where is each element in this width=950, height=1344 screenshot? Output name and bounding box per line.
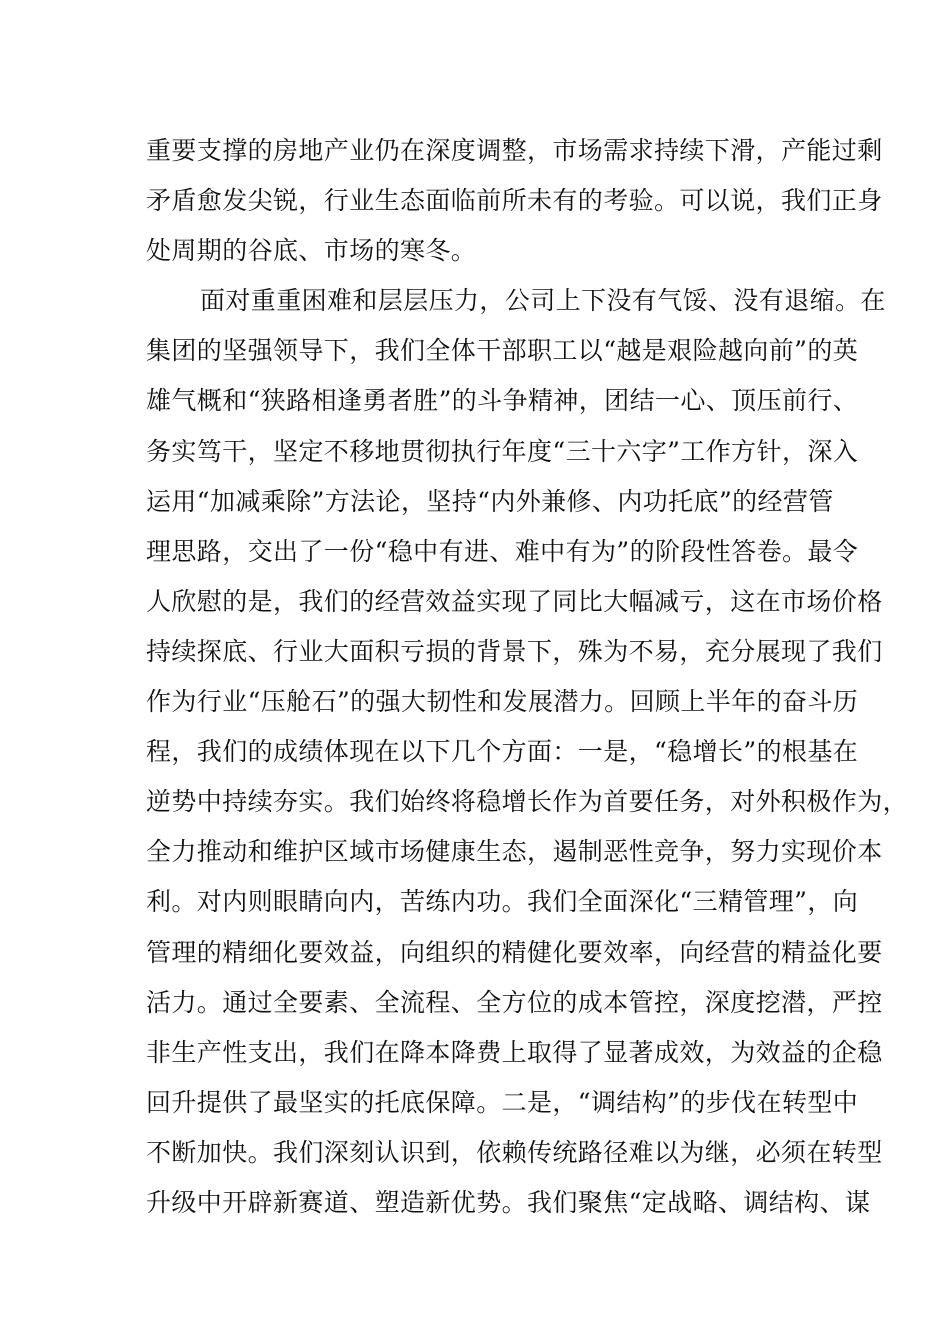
- text-line: 活力。通过全要素、全流程、全方位的成本管控，深度挖潜，严控: [146, 987, 883, 1017]
- text-line: 集团的坚强领导下，我们全体干部职工以“越是艰险越向前”的英: [146, 336, 859, 366]
- text-line: 程，我们的成绩体现在以下几个方面：一是，“稳增长”的根基在: [146, 737, 859, 767]
- text-line: 矛盾愈发尖锐，行业生态面临前所未有的考验。可以说，我们正身: [146, 186, 883, 216]
- text-line: 人欣慰的是，我们的经营效益实现了同比大幅减亏，这在市场价格: [146, 586, 883, 616]
- text-line: 雄气概和“狭路相逢勇者胜”的斗争精神，团结一心、顶压前行、: [146, 386, 859, 416]
- text-line: 不断加快。我们深刻认识到，依赖传统路径难以为继，必须在转型: [146, 1137, 883, 1167]
- text-line: 运用“加减乘除”方法论，坚持“内外兼修、内功托底”的经营管: [146, 486, 834, 516]
- text-line: 全力推动和维护区域市场健康生态，遏制恶性竞争，努力实现价本: [146, 837, 883, 867]
- text-line: 理思路，交出了一份“稳中有进、难中有为”的阶段性答卷。最令: [146, 536, 859, 566]
- text-line: 作为行业“压舱石”的强大韧性和发展潜力。回顾上半年的奋斗历: [146, 687, 859, 717]
- text-line: 回升提供了最坚实的托底保障。二是，“调结构”的步伐在转型中: [146, 1087, 859, 1117]
- paragraph-1: [146, 126, 883, 276]
- text-line: 务实笃干，坚定不移地贯彻执行年度“三十六字”工作方针，深入: [146, 436, 859, 466]
- document-body: [146, 126, 909, 1228]
- text-line: 重要支撑的房地产业仍在深度调整，市场需求持续下滑，产能过剩: [146, 136, 883, 165]
- text-line: 非生产性支出，我们在降本降费上取得了显著成效，为效益的企稳: [146, 1037, 883, 1067]
- text-line: 持续探底、行业大面积亏损的背景下，殊为不易，充分展现了我们: [146, 636, 883, 666]
- text-line: 升级中开辟新赛道、塑造新优势。我们聚焦“定战略、调结构、谋: [146, 1187, 871, 1217]
- text-line: 管理的精细化要效益，向组织的精健化要效率，向经营的精益化要: [146, 937, 883, 967]
- text-line: 逆势中持续夯实。我们始终将稳增长作为首要任务，对外积极作为，: [146, 787, 909, 817]
- text-line: 面对重重困难和层层压力，公司上下没有气馁、没有退缩。在: [200, 286, 886, 316]
- text-line: 处周期的谷底、市场的寒冬。: [146, 236, 477, 266]
- paragraph-2: [146, 276, 909, 1228]
- text-line: 利。对内则眼睛向内，苦练内功。我们全面深化“三精管理”，向: [146, 887, 859, 917]
